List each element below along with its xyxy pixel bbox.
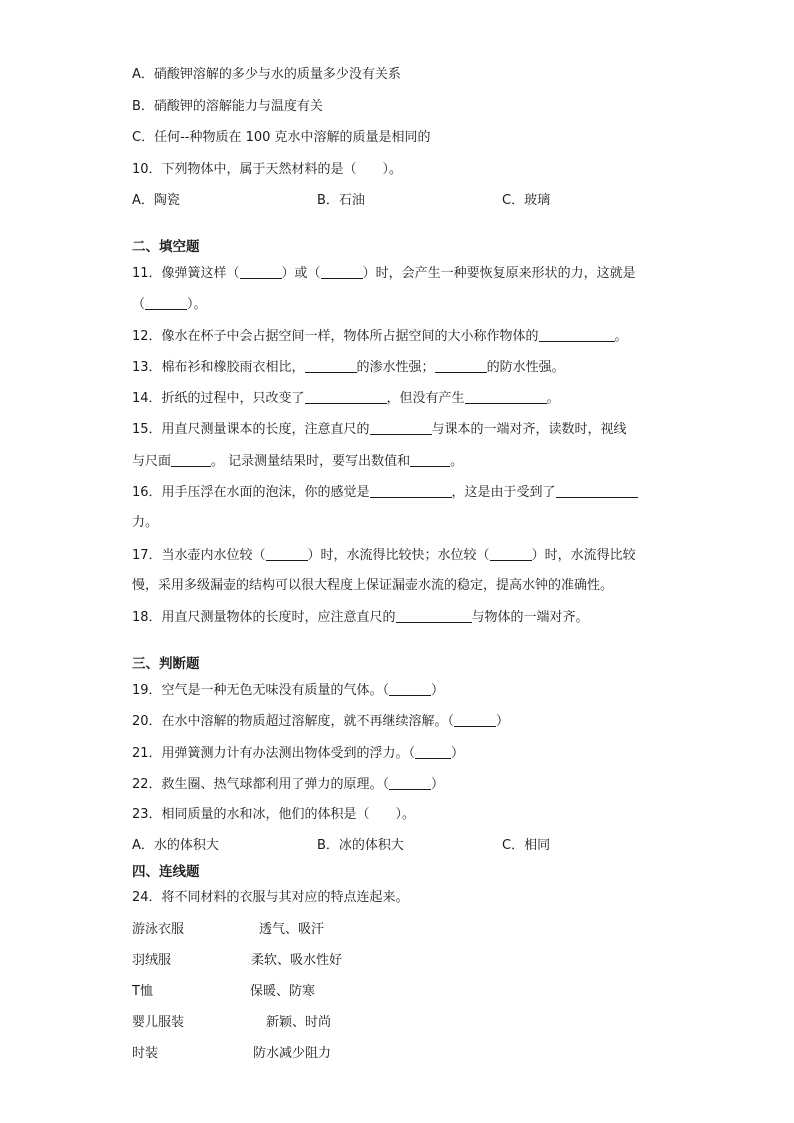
answer-blank[interactable] bbox=[454, 712, 496, 727]
q9-option-a: A．硝酸钾溶解的多少与水的质量多少没有关系 bbox=[132, 67, 401, 82]
answer-blank[interactable] bbox=[556, 483, 638, 498]
q17-line1 bbox=[132, 546, 636, 565]
answer-blank[interactable] bbox=[389, 681, 431, 696]
q15-line2 bbox=[132, 452, 463, 471]
q16-text: ，这是由于受到了 bbox=[451, 485, 556, 500]
q13 bbox=[132, 358, 565, 377]
match-left-item[interactable]: 羽绒服 bbox=[132, 953, 172, 968]
q23-option-b: B．冰的体积大 bbox=[317, 838, 404, 853]
q11-text: ）。 bbox=[187, 297, 207, 312]
answer-blank[interactable] bbox=[321, 264, 363, 279]
q11-text: ）时，会产生一种要恢复原来形状的力，这就是 bbox=[362, 266, 636, 281]
q10-option-a: A．陶瓷 bbox=[132, 193, 180, 208]
match-right-item[interactable]: 新颖、时尚 bbox=[266, 1015, 332, 1030]
section-title-fill-in: 二、填空题 bbox=[132, 239, 200, 255]
q14-text: 。 bbox=[546, 391, 560, 406]
match-left-item[interactable]: 时装 bbox=[132, 1046, 159, 1061]
q11-text: （ bbox=[132, 297, 146, 312]
answer-blank[interactable] bbox=[266, 546, 308, 561]
match-left-item[interactable]: 游泳衣服 bbox=[132, 922, 185, 937]
q13-text: 的防水性强。 bbox=[486, 360, 565, 375]
match-left-item[interactable]: T恤 bbox=[132, 984, 153, 999]
q19 bbox=[132, 681, 444, 700]
q11-text: 11．像弹簧这样（ bbox=[132, 266, 240, 281]
q24-stem: 24．将不同材料的衣服与其对应的特点连起来。 bbox=[132, 890, 409, 905]
match-left-item[interactable]: 婴儿服装 bbox=[132, 1015, 185, 1030]
q9-option-c: C．任何--种物质在 100 克水中溶解的质量是相同的 bbox=[132, 130, 431, 145]
q19-text: ） bbox=[431, 683, 445, 698]
q15-line1 bbox=[132, 420, 627, 439]
q22-text: ） bbox=[431, 777, 445, 792]
q15-text: 15．用直尺测量课本的长度，注意直尺的 bbox=[132, 422, 370, 437]
q12-text: 12．像水在杯子中会占据空间一样，物体所占据空间的大小称作物体的 bbox=[132, 329, 539, 344]
answer-blank[interactable] bbox=[465, 389, 547, 404]
q12 bbox=[132, 327, 628, 346]
q11-line1 bbox=[132, 264, 636, 283]
q21-text: ） bbox=[451, 746, 465, 761]
match-right-item[interactable]: 柔软、吸水性好 bbox=[251, 953, 343, 968]
match-right-item[interactable]: 透气、吸汗 bbox=[259, 922, 325, 937]
answer-blank[interactable] bbox=[410, 452, 450, 467]
q21-text: 21．用弹簧测力计有办法测出物体受到的浮力。（ bbox=[132, 746, 416, 761]
q17-text: ）时，水流得比较 bbox=[531, 548, 636, 563]
q19-text: 19．空气是一种无色无味没有质量的气体。（ bbox=[132, 683, 390, 698]
q12-text: 。 bbox=[614, 329, 628, 344]
q22 bbox=[132, 775, 444, 794]
q18-text: 与物体的一端对齐。 bbox=[471, 610, 589, 625]
q11-text: ）或（ bbox=[281, 266, 321, 281]
answer-blank[interactable] bbox=[490, 546, 532, 561]
answer-blank[interactable] bbox=[389, 775, 431, 790]
q16-line2: 力。 bbox=[132, 515, 159, 530]
q20-text: ） bbox=[496, 714, 510, 729]
q14-text: ，但没有产生 bbox=[386, 391, 465, 406]
answer-blank[interactable] bbox=[305, 389, 387, 404]
answer-blank[interactable] bbox=[171, 452, 211, 467]
q13-text: 的渗水性强； bbox=[356, 360, 435, 375]
q9-option-b: B．硝酸钾的溶解能力与温度有关 bbox=[132, 99, 323, 114]
section-title-judgment: 三、判断题 bbox=[132, 656, 200, 672]
q15-text: 。 记录测量结果时，要写出数值和 bbox=[211, 454, 411, 469]
q13-text: 13．棉布衫和橡胶雨衣相比， bbox=[132, 360, 305, 375]
match-right-item[interactable]: 保暖、防寒 bbox=[250, 984, 316, 999]
q20-text: 20．在水中溶解的物质超过溶解度，就不再继续溶解。（ bbox=[132, 714, 455, 729]
answer-blank[interactable] bbox=[396, 608, 472, 623]
q14-text: 14．折纸的过程中，只改变了 bbox=[132, 391, 305, 406]
q22-text: 22．救生圈、热气球都利用了弹力的原理。（ bbox=[132, 777, 390, 792]
answer-blank[interactable] bbox=[370, 483, 452, 498]
answer-blank[interactable] bbox=[415, 744, 451, 759]
q17-line2: 慢，采用多级漏壶的结构可以很大程度上保证漏壶水流的稳定，提高水钟的准确性。 bbox=[132, 578, 614, 593]
section-title-matching: 四、连线题 bbox=[132, 864, 200, 880]
q16-line1 bbox=[132, 483, 638, 502]
q14 bbox=[132, 389, 560, 408]
answer-blank[interactable] bbox=[305, 358, 357, 373]
q15-text: 与尺面 bbox=[132, 454, 172, 469]
answer-blank[interactable] bbox=[539, 327, 615, 342]
answer-blank[interactable] bbox=[370, 420, 432, 435]
answer-blank[interactable] bbox=[435, 358, 487, 373]
q15-text: 与课本的一端对齐，读数时，视线 bbox=[431, 422, 627, 437]
q23-option-a: A．水的体积大 bbox=[132, 838, 219, 853]
q23-stem: 23．相同质量的水和冰，他们的体积是（ ）。 bbox=[132, 807, 416, 822]
q20 bbox=[132, 712, 509, 731]
q10-option-c: C．玻璃 bbox=[502, 193, 551, 208]
q17-text: ）时，水流得比较快；水位较（ bbox=[307, 548, 490, 563]
q18 bbox=[132, 608, 589, 627]
q18-text: 18．用直尺测量物体的长度时，应注意直尺的 bbox=[132, 610, 396, 625]
q15-text: 。 bbox=[450, 454, 464, 469]
q21 bbox=[132, 744, 464, 763]
q10-stem: 10．下列物体中，属于天然材料的是（ ）。 bbox=[132, 162, 403, 177]
q16-text: 16．用手压浮在水面的泡沫，你的感觉是 bbox=[132, 485, 370, 500]
q10-option-b: B．石油 bbox=[317, 193, 365, 208]
answer-blank[interactable] bbox=[240, 264, 282, 279]
q11-line2 bbox=[132, 295, 207, 314]
answer-blank[interactable] bbox=[145, 295, 187, 310]
match-right-item[interactable]: 防水减少阻力 bbox=[253, 1046, 332, 1061]
q23-option-c: C．相同 bbox=[502, 838, 551, 853]
q17-text: 17．当水壶内水位较（ bbox=[132, 548, 266, 563]
